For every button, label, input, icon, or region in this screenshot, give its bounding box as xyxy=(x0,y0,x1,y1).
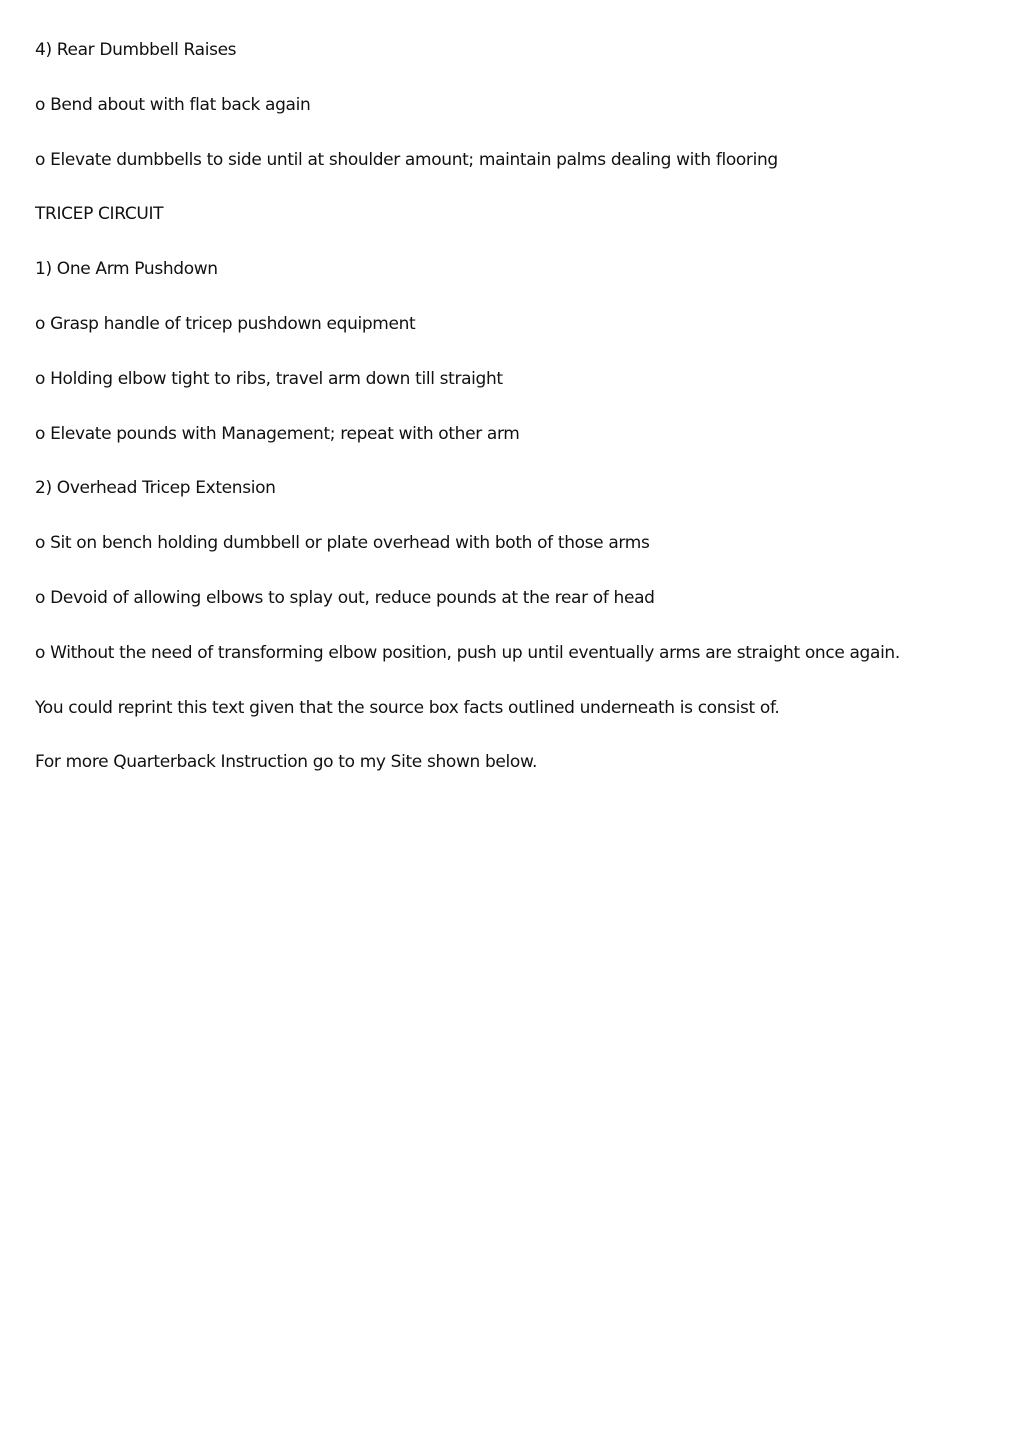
section-heading-tricep-circuit: TRICEP CIRCUIT xyxy=(35,204,164,225)
instruction-line: o Holding elbow tight to ribs, travel arm down till straight xyxy=(35,368,503,389)
closing-line: For more Quarterback Instruction go to my Site shown below. xyxy=(35,752,537,773)
document-body xyxy=(35,36,995,803)
instruction-line: o Bend about with flat back again xyxy=(35,94,311,115)
exercise-heading-one-arm-pushdown: 1) One Arm Pushdown xyxy=(35,259,218,280)
reprint-note: You could reprint this text given that the source box facts outlined underneath is consist of. xyxy=(35,697,780,718)
exercise-heading-rear-dumbbell-raises: 4) Rear Dumbbell Raises xyxy=(35,40,237,60)
instruction-line: o Elevate pounds with Management; repeat with other arm xyxy=(35,423,520,444)
instruction-line: o Without the need of transforming elbow position, push up until eventually arms are straight once again. xyxy=(35,642,900,663)
instruction-line: o Grasp handle of tricep pushdown equipment xyxy=(35,313,416,334)
instruction-line: o Elevate dumbbells to side until at shoulder amount; maintain palms dealing with flooring xyxy=(35,149,778,170)
instruction-line: o Devoid of allowing elbows to splay out, reduce pounds at the rear of head xyxy=(35,587,655,608)
exercise-heading-overhead-tricep-extension: 2) Overhead Tricep Extension xyxy=(35,478,276,499)
instruction-line: o Sit on bench holding dumbbell or plate overhead with both of those arms xyxy=(35,533,650,554)
